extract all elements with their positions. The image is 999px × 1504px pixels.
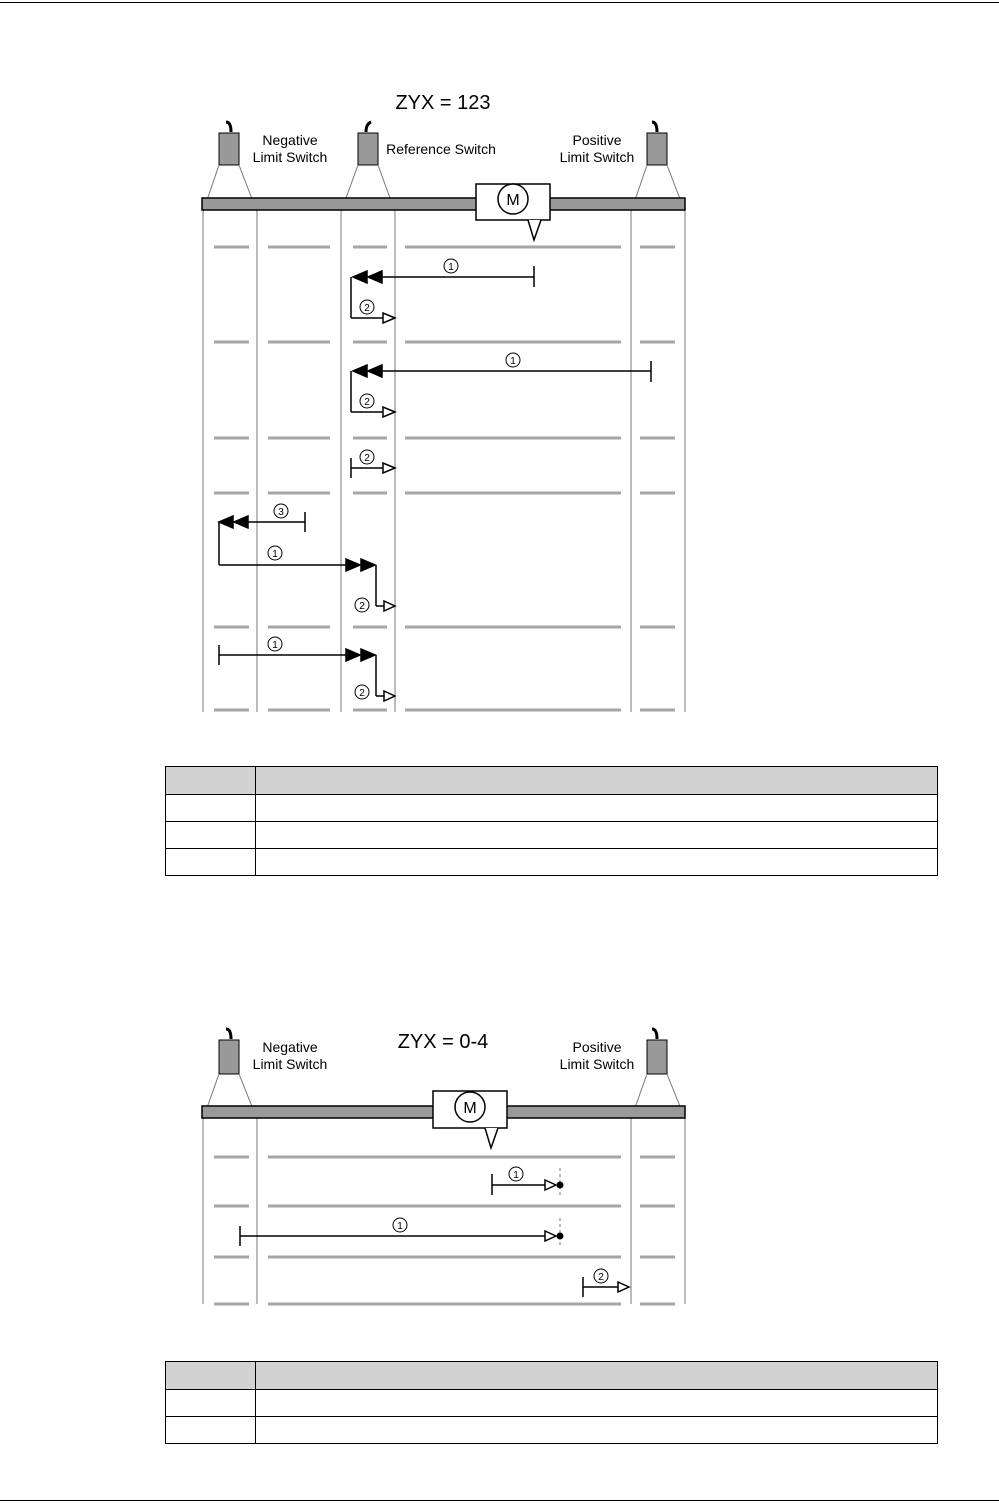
positive-limit-switch-label-line2: Limit Switch — [559, 149, 635, 165]
table-row — [166, 1417, 938, 1444]
legend-table-1 — [165, 766, 938, 876]
table-cell — [166, 795, 256, 822]
diagram2-title: ZYX = 0-4 — [397, 1031, 489, 1053]
step-number: 2 — [359, 688, 365, 699]
positive-limit-switch-label-line1: Positive — [572, 132, 622, 148]
reference-switch-icon — [358, 122, 378, 165]
movement-arrow — [376, 655, 395, 701]
table-row — [166, 1390, 938, 1417]
step-number: 1 — [513, 1170, 519, 1181]
step-number: 2 — [359, 601, 365, 612]
movement-arrow — [351, 277, 395, 323]
table-cell — [256, 795, 938, 822]
legend-table-2 — [165, 1361, 938, 1444]
table-cell — [166, 1390, 256, 1417]
motor-label: M — [463, 1100, 477, 1117]
movement-arrow — [353, 361, 651, 382]
step-number: 1 — [272, 549, 278, 560]
step-number: 3 — [278, 507, 284, 518]
page-bottom-rule — [0, 1500, 999, 1501]
step-number: 2 — [364, 453, 370, 464]
table-row — [166, 849, 938, 876]
movement-arrow — [492, 1174, 564, 1195]
table-header-cell — [256, 1362, 938, 1390]
table-row — [166, 822, 938, 849]
positive-limit-switch-icon — [647, 122, 667, 165]
negative-limit-switch-label-line1: Negative — [262, 132, 318, 148]
table-cell — [166, 849, 256, 876]
table-header-row — [166, 767, 938, 795]
scenario-separators — [214, 1157, 675, 1304]
homing-diagram-index-pulse — [0, 1010, 999, 1310]
step-number: 2 — [598, 1272, 604, 1283]
movement-arrow — [353, 266, 534, 287]
negative-limit-switch-icon — [219, 122, 239, 165]
step-markers — [268, 259, 520, 699]
table-header-cell — [256, 767, 938, 795]
homing-diagram-reference-switch — [0, 0, 999, 730]
negative-limit-switch-label-line2: Limit Switch — [252, 149, 328, 165]
movement-arrow — [351, 371, 395, 417]
movement-arrow — [219, 522, 375, 571]
negative-limit-switch-label-line1: Negative — [262, 1039, 318, 1055]
table-cell — [256, 1417, 938, 1444]
positive-limit-switch-label-line2: Limit Switch — [559, 1056, 635, 1072]
negative-limit-switch-label-line2: Limit Switch — [252, 1056, 328, 1072]
step-number: 1 — [397, 1221, 403, 1232]
negative-limit-switch-icon — [219, 1029, 239, 1074]
step-number: 1 — [272, 640, 278, 651]
step-numbers — [397, 1170, 604, 1283]
reference-switch-label: Reference Switch — [386, 141, 496, 157]
positive-limit-switch-icon — [647, 1029, 667, 1074]
step-number: 2 — [364, 397, 370, 408]
step-number: 2 — [364, 303, 370, 314]
table-cell — [166, 1417, 256, 1444]
table-row — [166, 795, 938, 822]
scenario-separators — [214, 247, 675, 710]
movement-arrow — [219, 512, 305, 532]
step-number: 1 — [510, 356, 516, 367]
table-header-cell — [166, 1362, 256, 1390]
motor-label: M — [506, 192, 520, 209]
table-header-row — [166, 1362, 938, 1390]
movement-arrow — [376, 565, 395, 611]
movement-arrow — [219, 645, 375, 665]
table-header-cell — [166, 767, 256, 795]
table-cell — [256, 822, 938, 849]
diagram1-title: ZYX = 123 — [395, 92, 491, 114]
table-cell — [256, 849, 938, 876]
table-cell — [256, 1390, 938, 1417]
positive-limit-switch-label-line1: Positive — [572, 1039, 622, 1055]
step-numbers — [272, 262, 516, 699]
axis-rail — [202, 198, 685, 210]
table-cell — [166, 822, 256, 849]
step-number: 1 — [448, 262, 454, 273]
